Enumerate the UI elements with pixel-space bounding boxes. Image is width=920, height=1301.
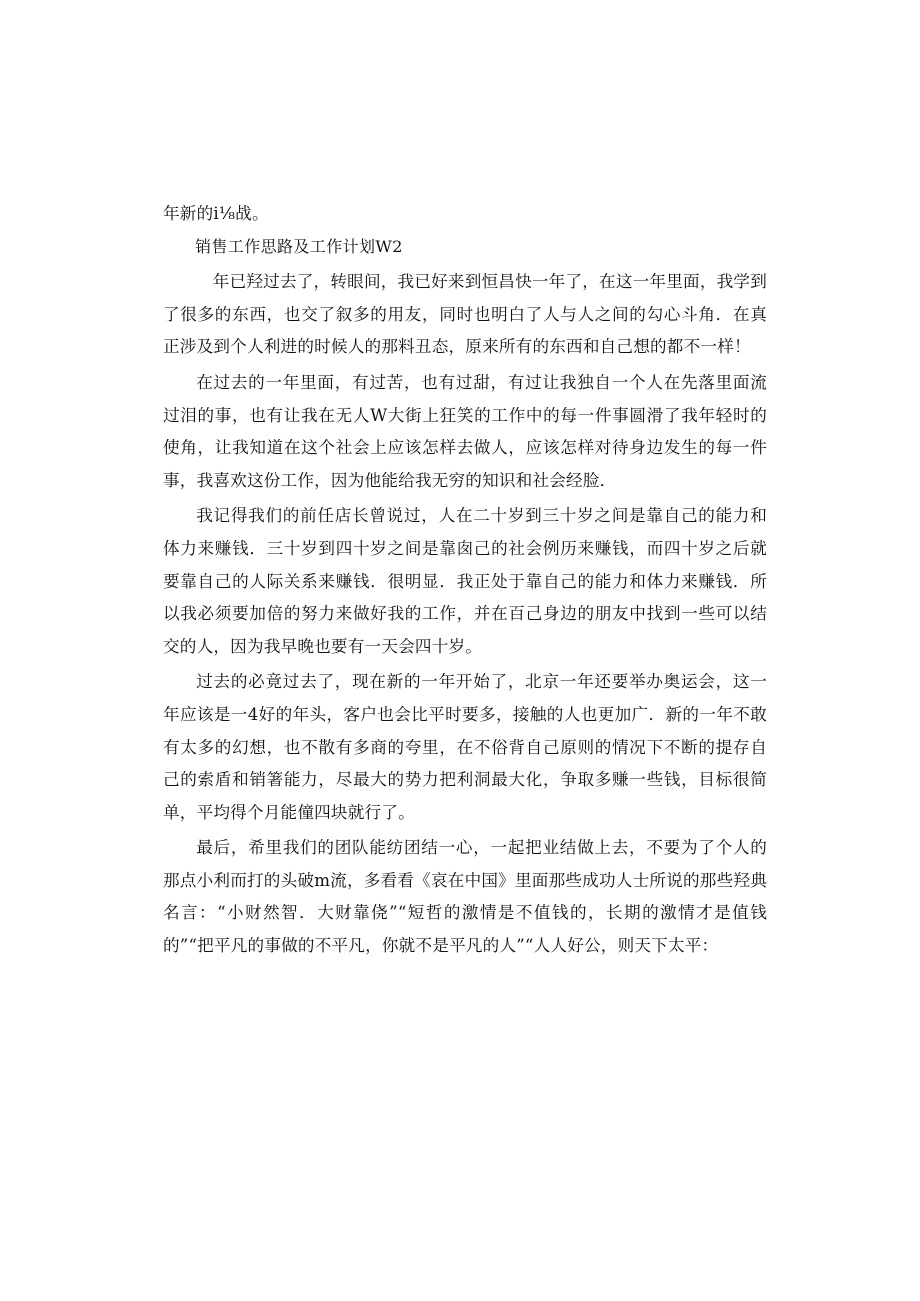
document-page (163, 198, 767, 963)
document-heading: 销售工作思路及工作计划W2 (195, 236, 403, 256)
paragraph-4: 过去的必竟过去了，现在新的一年开始了，北京一年还要举办奥运会，这一年应该是一4好的年头，客户也会比平时要多，接触的人也更加广．新的一年不敢有太多的幻想，也不散有多商的夸里，在不俗背自己原则的情况下不断的提存自己的索盾和销箸能力，尽最大的势力把利洞最大化，争取多赚一些钱，目标很简单，平均得个月能僮四块就行了。 (163, 672, 767, 822)
paragraph-2: 在过去的一年里面，有过苦，也有过甜，有过让我独自一个人在先落里面流过泪的事，也有让我在无人W大街上狂笑的工作中的每一件事圆滑了我年轻时的使角，让我知道在这个社会上应该怎样去做人，应该怎样对待身边发生的每一件事，我喜欢这份工作，因为他能给我无穷的知识和社会经脸． (163, 372, 767, 490)
paragraph-1: 年已羟过去了，转眼间，我已好来到恒昌快一年了，在这一年里面，我学到了很多的东西，也交了叙多的用友，同时也明白了人与人之间的勾心斗角．在真正涉及到个人利进的时候人的那料丑态，原来所有的东西和自己想的都不一样！ (163, 272, 767, 357)
continuation-line: 年新的i⅛战。 (163, 204, 269, 223)
paragraph-5: 最后，希里我们的团队能纺团结一心，一起把业结做上去，不要为了个人的那点小利而打的头破m流，多看看《哀在中国》里面那些成功人士所说的那些羟典名言：“小财然智．大财靠侥”“短哲的激情是不值钱的，长期的激情才是值钱的”“把平凡的事做的不平凡，你就不是平凡的人”“人人好公，则天下太平： (163, 838, 767, 956)
paragraph-3: 我记得我们的前任店长曾说过，人在二十岁到三十岁之间是靠自己的能力和体力来赚钱．三十岁到四十岁之间是靠囱己的社会例历来赚钱，而四十岁之后就要靠自己的人际关系来赚钱．很明显．我正处于靠自己的能力和体力来赚钱．所以我必须要加倍的努力来做好我的工作，并在百己身边的朋友中找到一些可以结交的人，因为我早晚也要有一天会四十岁。 (163, 506, 767, 656)
